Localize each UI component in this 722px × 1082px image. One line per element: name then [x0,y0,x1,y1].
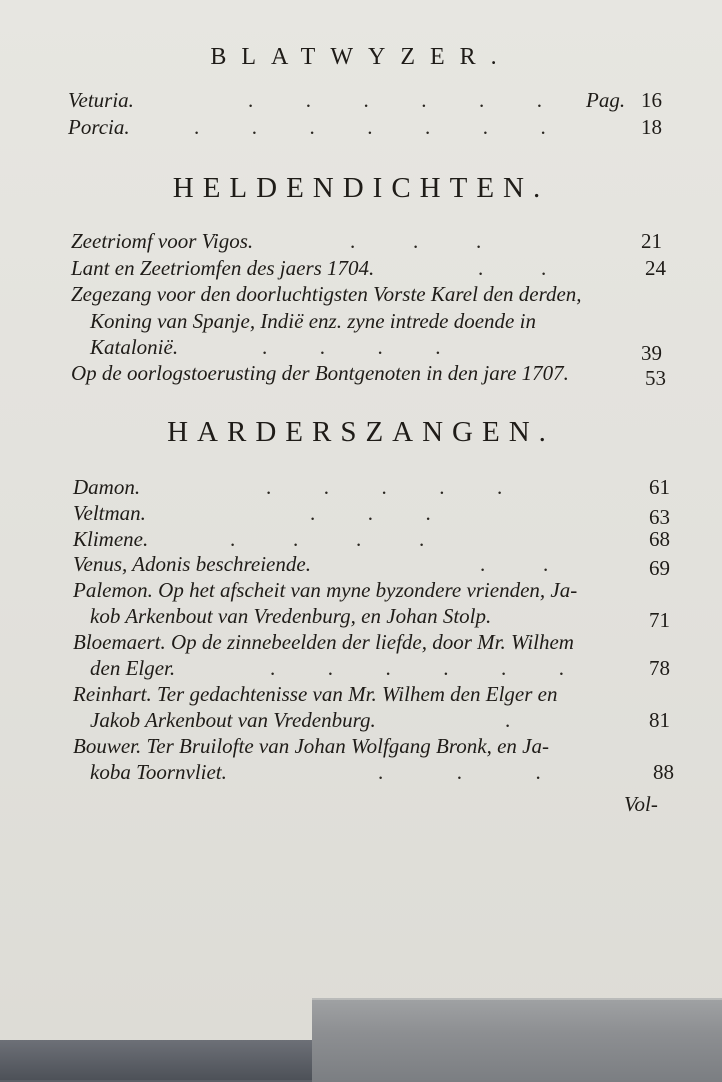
catchword: Vol- [624,792,658,816]
entry-title: Bouwer. Ter Bruilofte van Johan Wolfgang Bronk, en Ja- [73,734,549,758]
toc-entry [0,256,722,282]
toc-entry [0,552,722,578]
toc-entry-line-3 [0,335,722,365]
page-number: 21 [641,229,662,253]
toc-entry [0,501,722,527]
entry-title-continued: kob Arkenbout van Vredenburg, en Johan Stolp. [90,604,492,628]
dot-leaders: . . . . . . [270,656,564,680]
page-number: 81 [649,708,670,732]
dot-leaders: . . . [310,501,431,525]
entry-title: Damon. [73,475,141,499]
page-number: 61 [649,475,670,499]
entry-title: Palemon. Op het afscheit van myne byzondere vrienden, Ja- [73,578,578,602]
page-number: 16 [641,88,662,112]
page-number: 63 [649,505,670,529]
toc-entry-line-2 [0,309,722,335]
page-number: 53 [645,366,666,390]
page-number: 88 [653,760,674,784]
page-number: 68 [649,527,670,551]
section-heading-heldendichten: HELDENDICHTEN. [172,172,550,204]
toc-entry [0,475,722,501]
entry-title-continued: Jakob Arkenbout van Vredenburg. [90,708,376,732]
entry-title: Zeetriomf voor Vigos. [71,229,254,253]
dot-leaders: . [505,708,511,732]
entry-title-continued: koba Toornvliet. [90,760,227,784]
toc-entry [0,527,722,553]
entry-title: Op de oorlogstoerusting der Bontgenoten in den jare 1707. [71,361,569,385]
page-number: 69 [649,556,670,580]
toc-entry-line-1 [0,578,722,604]
entry-title: Lant en Zeetriomfen des jaers 1704. [71,256,375,280]
toc-entry-line-1 [0,734,722,760]
entry-title: Venus, Adonis beschreiende. [73,552,311,576]
entry-title: Veltman. [73,501,146,525]
dot-leaders: . . . [378,760,541,784]
page-number: 24 [645,256,666,280]
dot-leaders: . . [480,552,549,576]
page-number: 39 [641,341,662,365]
dot-leaders: . . . . [262,335,441,359]
dot-leaders: . . . [350,229,482,253]
dot-leaders: . . . . [230,527,425,551]
toc-entry [0,361,722,390]
page-number: 71 [649,608,670,632]
entry-title-continued: Koning van Spanje, Indië enz. zyne intrede doende in [90,309,536,333]
toc-entry-line-2 [0,656,722,682]
toc-entry-line-1 [0,630,722,656]
toc-entry [0,229,722,255]
entry-title-continued: den Elger. [90,656,176,680]
toc-entry-line-1 [0,682,722,708]
toc-entry-line-2 [0,708,722,734]
entry-title: Porcia. [68,115,130,139]
underlying-page-edge [312,998,722,1082]
entry-title: Zegezang voor den doorluchtigsten Vorste Karel den derden, [71,282,582,306]
dot-leaders: . . [478,256,547,280]
dot-leaders: . . . . . . [248,88,542,112]
section-heading-harderszangen: HARDERSZANGEN. [167,416,555,448]
entry-title-continued: Katalonië. [90,335,179,359]
page-number: 78 [649,656,670,680]
dot-leaders: . . . . . [266,475,503,499]
entry-title: Klimene. [73,527,149,551]
entry-title: Bloemaert. Op de zinnebeelden der liefde, door Mr. Wilhem [73,630,574,654]
entry-title: Veturia. [68,88,134,112]
dot-leaders: . . . . . . . [194,115,546,139]
page-number: 18 [641,115,662,139]
page-header-title: BLATWYZER. [210,44,512,70]
toc-entry-line-2 [0,604,722,630]
toc-entry [0,115,722,141]
toc-entry-line-1 [0,282,722,308]
toc-entry [0,88,722,114]
pag-label: Pag. [586,88,626,112]
entry-title: Reinhart. Ter gedachtenisse van Mr. Wilhem den Elger en [73,682,558,706]
toc-entry-line-2 [0,760,722,786]
